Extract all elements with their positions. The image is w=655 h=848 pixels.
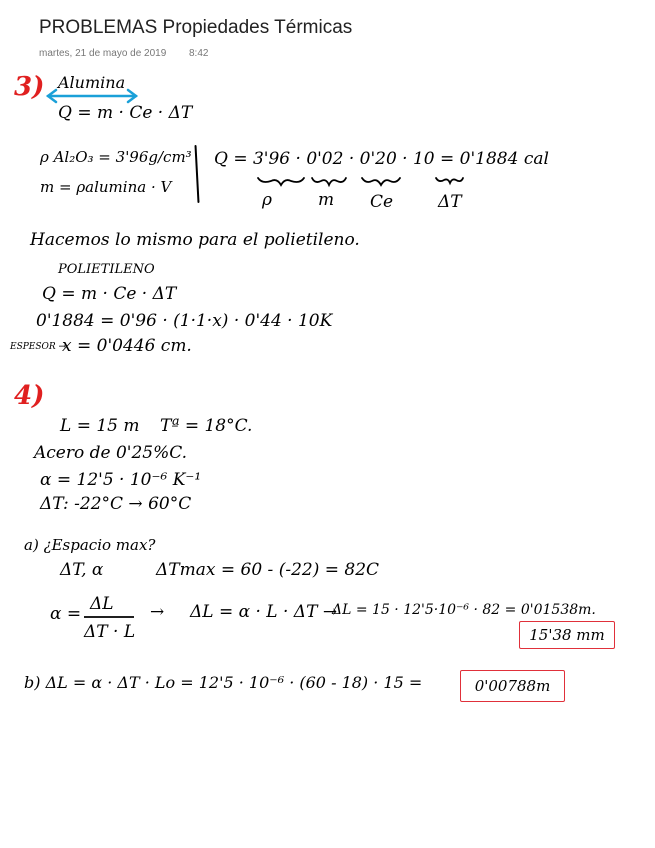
page-date: martes, 21 de mayo de 2019 (39, 48, 167, 59)
alpha-given: α = 12'5 · 10⁻⁶ K⁻¹ (40, 470, 202, 490)
alpha-equals: α = (50, 604, 82, 624)
thickness-label: ESPESOR → (10, 342, 67, 352)
part-b-calc: b) ΔL = α · ΔT · Lo = 12'5 · 10⁻⁶ · (60 - 18) · 15 = (24, 673, 423, 692)
heat-calc: Q = 3'96 · 0'02 · 0'20 · 10 = 0'1884 cal (214, 149, 549, 169)
delta-l-calc: ΔL = 15 · 12'5·10⁻⁶ · 82 = 0'01538m. (332, 602, 596, 618)
length-given: L = 15 m (60, 416, 140, 436)
material-label: Alumina (58, 73, 126, 92)
result-box-b: 0'00788m (460, 670, 565, 702)
temperature-given: Tª = 18°C. (160, 416, 253, 436)
problem-3-number: 3) (14, 72, 45, 102)
alpha-numerator: ΔL (90, 594, 114, 614)
part-a-question: a) ¿Espacio max? (24, 536, 156, 554)
delta-t-range: ΔT: -22°C → 60°C (40, 494, 192, 514)
problem-4-number: 4) (14, 381, 45, 411)
polyethylene-calc: 0'1884 = 0'96 · (1·1·x) · 0'44 · 10K (36, 311, 333, 331)
braces (258, 178, 463, 185)
thickness-result: x = 0'0446 cm. (62, 336, 192, 356)
note-polyethylene: Hacemos lo mismo para el polietileno. (30, 230, 360, 250)
mass-formula: m = ρalumina · V (40, 178, 172, 196)
label-ce: Ce (370, 192, 394, 212)
page-title: PROBLEMAS Propiedades Térmicas (39, 17, 353, 38)
label-rho: ρ (262, 190, 272, 210)
heat-formula: Q = m · Ce · ΔT (58, 103, 193, 123)
polyethylene-heading: POLIETILENO (58, 262, 155, 277)
label-m: m (318, 190, 335, 210)
delta-l-formula: ΔL = α · L · ΔT → (190, 602, 338, 622)
polyethylene-formula: Q = m · Ce · ΔT (42, 284, 177, 304)
label-dt: ΔT (438, 192, 462, 212)
page-time: 8:42 (189, 48, 209, 59)
part-a-dtmax: ΔTmax = 60 - (-22) = 82C (156, 560, 380, 580)
arrow: → (150, 602, 165, 622)
result-box-a: 15'38 mm (519, 621, 615, 649)
steel-material: Acero de 0'25%C. (34, 443, 188, 463)
divider-bar (194, 145, 199, 203)
density-label: ρ Al₂O₃ = 3'96g/cm³ (40, 148, 192, 166)
alpha-denominator: ΔT · L (84, 622, 136, 642)
part-a-vars: ΔT, α (60, 560, 104, 580)
